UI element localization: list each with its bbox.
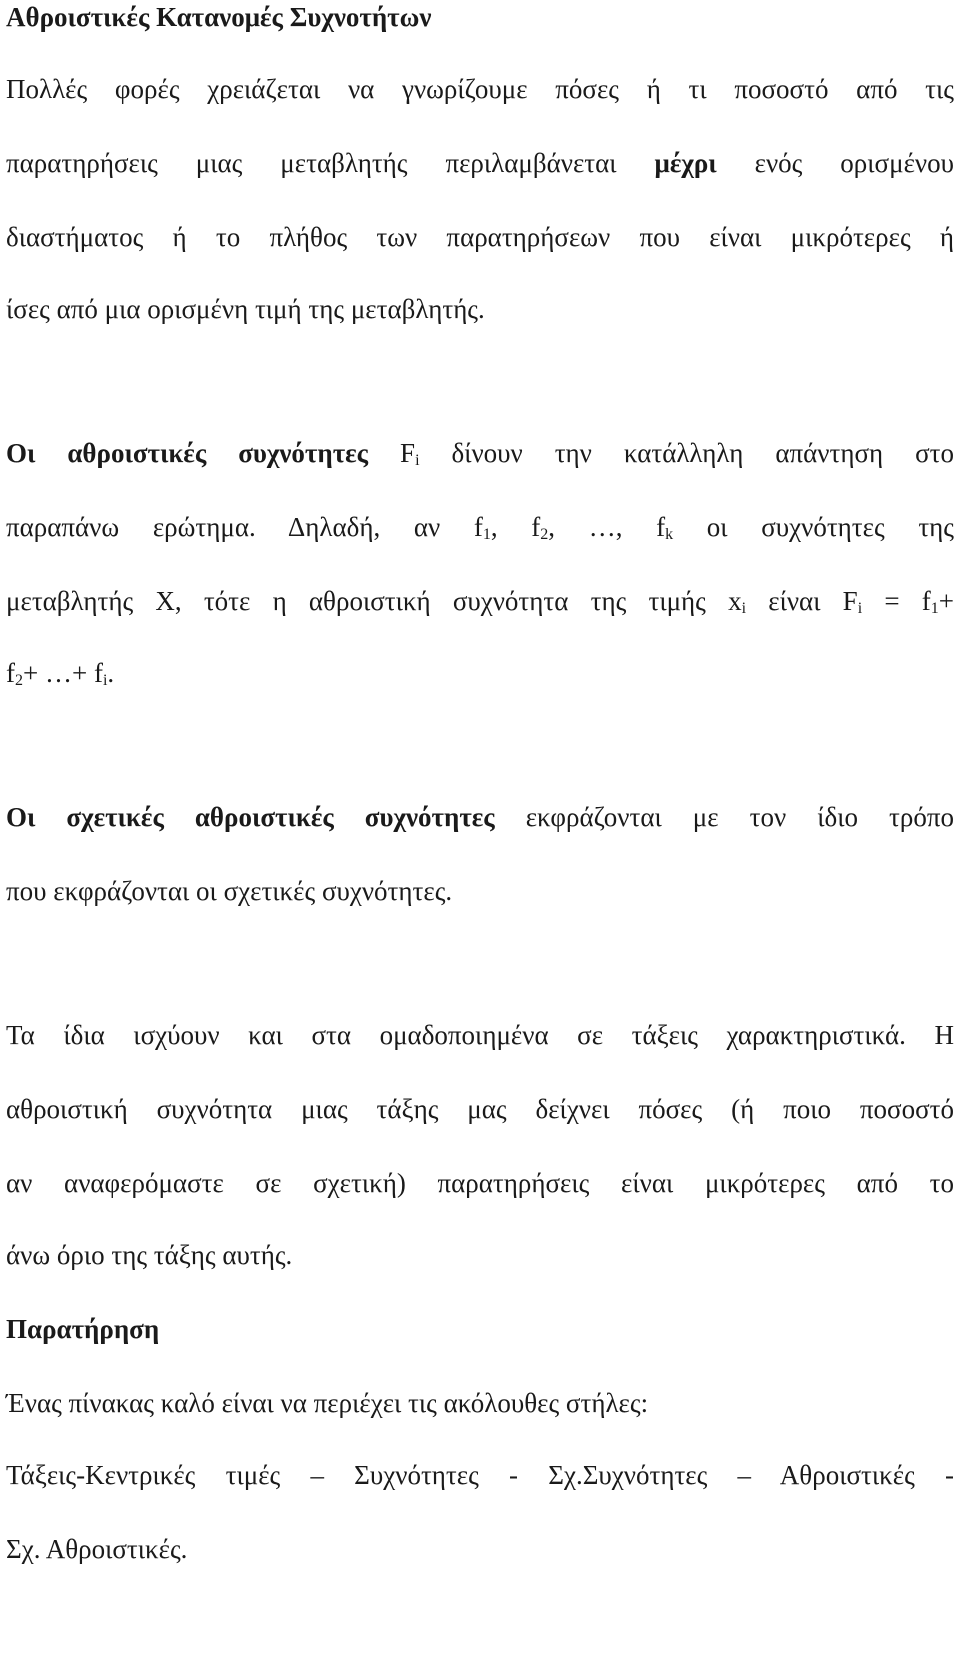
paragraph-1-line-1: Πολλές φορές χρειάζεται να γνωρίζουμε πόσες ή τι ποσοστό από τις [6, 74, 954, 104]
subscript: k [665, 526, 674, 543]
paragraph-4-line-2: αθροιστική συχνότητα μιας τάξης μας δείχνει πόσες (ή ποιο ποσοστό [6, 1094, 954, 1124]
paragraph-1-line-2 [6, 146, 954, 180]
text-run: παραπάνω ερώτημα. Δηλαδή, αν f [6, 512, 483, 542]
text-run: F [368, 438, 416, 468]
text-run: δίνουν την κατάλληλη απάντηση στο [419, 438, 954, 468]
page-title: Αθροιστικές Κατανομές Συχνοτήτων [6, 2, 432, 32]
text-run: + …+ f [23, 658, 103, 688]
text-run: + [938, 586, 954, 616]
paragraph-3-line-2: που εκφράζονται οι σχετικές συχνότητες. [6, 876, 453, 906]
subscript: i [857, 600, 863, 617]
subscript: i [102, 672, 108, 689]
note-line-1: Ένας πίνακας καλό είναι να περιέχει τις ακόλουθες στήλες: [6, 1388, 649, 1418]
paragraph-4-line-1: Τα ίδια ισχύουν και στα ομαδοποιημένα σε τάξεις χαρακτηριστικά. Η [6, 1020, 954, 1050]
bold-term: Οι σχετικές αθροιστικές συχνότητες [6, 802, 495, 832]
subscript: 1 [930, 600, 939, 617]
subscript: 2 [540, 526, 549, 543]
paragraph-2-line-1 [6, 436, 954, 470]
paragraph-2-line-2 [6, 510, 954, 544]
paragraph-3-line-1 [6, 800, 954, 834]
subscript: i [741, 600, 747, 617]
paragraph-1-line-4: ίσες από μια ορισμένη τιμή της μεταβλητής. [6, 294, 485, 324]
text-run: = f [862, 586, 931, 616]
note-line-3: Σχ. Αθροιστικές. [6, 1534, 188, 1564]
paragraph-2-line-4 [6, 656, 954, 690]
text-run: , …, f [548, 512, 666, 542]
subscript: i [415, 452, 420, 469]
subscript: 1 [482, 526, 491, 543]
text-run: παρατηρήσεις μιας μεταβλητής περιλαμβάνεται [6, 148, 655, 178]
text-run: ενός ορισμένου [716, 148, 954, 178]
text-run: οι συχνότητες της [673, 512, 954, 542]
text-run: f [6, 658, 15, 688]
text-run: είναι F [746, 586, 858, 616]
paragraph-1-line-3: διαστήματος ή το πλήθος των παρατηρήσεων που είναι μικρότερες ή [6, 222, 954, 252]
paragraph-2-line-3 [6, 584, 954, 618]
note-line-2: Τάξεις-Κεντρικές τιμές – Συχνότητες - Σχ.Συχνότητες – Αθροιστικές - [6, 1460, 954, 1490]
bold-text: μέχρι [654, 148, 717, 178]
subscript: 2 [15, 672, 23, 689]
text-run: εκφράζονται με τον ίδιο τρόπο [494, 802, 954, 832]
bold-term: Οι αθροιστικές συχνότητες [6, 438, 369, 468]
text-run: . [107, 658, 115, 688]
text-run: μεταβλητής X, τότε η αθροιστική συχνότητα της τιμής x [6, 586, 742, 616]
text-run: , f [490, 512, 541, 542]
note-heading: Παρατήρηση [6, 1314, 160, 1344]
paragraph-4-line-3: αν αναφερόμαστε σε σχετική) παρατηρήσεις είναι μικρότερες από το [6, 1168, 954, 1198]
paragraph-4-line-4: άνω όριο της τάξης αυτής. [6, 1240, 293, 1270]
